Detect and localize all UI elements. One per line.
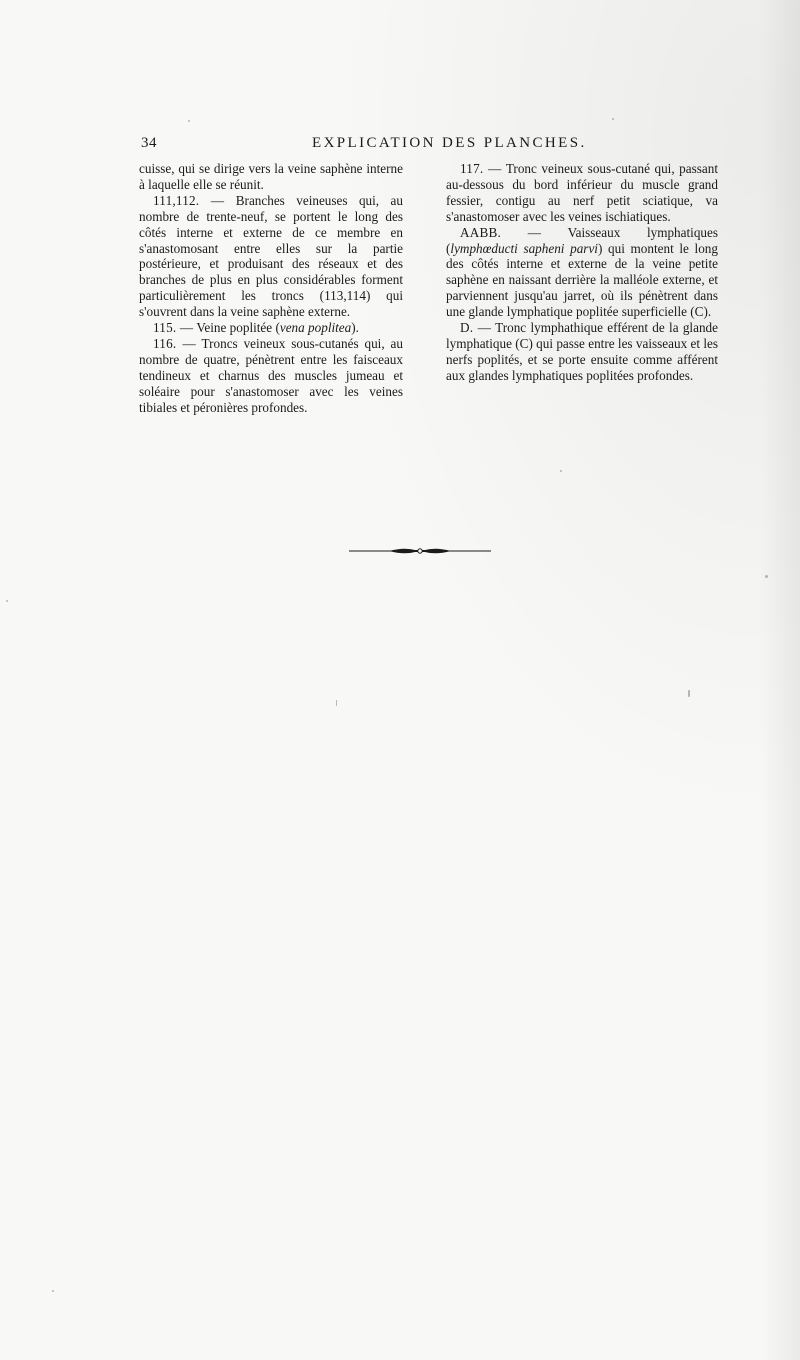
paper-speck — [52, 1290, 54, 1292]
paragraph — [139, 193, 403, 320]
paper-speck — [188, 120, 190, 122]
paper-speck — [765, 575, 768, 578]
paper-speck — [6, 600, 8, 602]
paragraph — [139, 161, 403, 193]
item-number: 111,112. — — [153, 192, 225, 208]
paragraph-text: Veine poplitée ( — [193, 320, 280, 336]
paragraph-text: ) qui montent le long des côtés interne et externe de la veine petite saphène en naissant derrière la malléole externe, et parviennent jusqu'au jarret, où ils pénètrent dans une glande lymphatique poplitée superficielle (C). — [446, 240, 718, 320]
paper-speck — [560, 470, 562, 472]
item-number: 115. — — [153, 320, 194, 336]
right-column — [446, 161, 718, 384]
page-number: 34 — [141, 135, 157, 151]
item-label: D. — — [460, 320, 492, 336]
item-number: 117. — — [460, 161, 502, 176]
paper-speck — [688, 690, 690, 697]
paragraph-text: Tronc lymphathique efférent de la glande lymphatique (C) qui passe entre les vaisseaux et les nerfs poplités, et se porte ensuite comme afférent aux glandes lymphatiques poplitées profondes. — [446, 320, 718, 383]
paragraph — [446, 320, 718, 384]
paragraph-text: Branches veineuses qui, au nombre de trente-neuf, se portent le long des côtés interne et externe de ce membre en s'anastomosant entre elles sur la partie postérieure, et produisant des réseaux et des branches de plus en plus considérables forment particulièrement les troncs (113,114) qui s'ouvrent dans la veine saphène externe. — [139, 192, 403, 320]
left-column — [139, 161, 403, 416]
paragraph-text: Vaisseaux lymphatiques ( — [446, 224, 718, 256]
running-title: EXPLICATION DES PLANCHES. — [312, 135, 587, 151]
item-label: AABB. — — [460, 224, 542, 240]
paragraph — [139, 320, 403, 336]
paragraph-text: cuisse, qui se dirige vers la veine saphène interne à laquelle elle se réunit. — [139, 161, 403, 192]
paragraph-text: Troncs veineux sous-cutanés qui, au nombre de quatre, pénètrent entre les faisceaux tendineux et charnus des muscles jumeau et soléaire pour s'anastomoser avec les veines tibiales et péronières profondes. — [139, 335, 403, 415]
paragraph — [446, 225, 718, 320]
latin-term: lymphœducti sapheni parvi — [450, 240, 598, 256]
latin-term: vena poplitea — [279, 320, 352, 336]
paragraph-text: ). — [351, 320, 359, 336]
paper-speck — [612, 118, 614, 120]
paragraph — [446, 161, 718, 225]
paragraph-text: Tronc veineux sous-cutané qui, passant au-dessous du bord inférieur du muscle grand fessier, contigu au nerf petit sciatique, va s'anastomoser avec les veines ischiatiques. — [446, 161, 718, 224]
section-divider-ornament — [349, 544, 491, 558]
paper-speck — [336, 700, 337, 706]
paragraph — [139, 336, 403, 416]
item-number: 116. — — [153, 335, 196, 351]
